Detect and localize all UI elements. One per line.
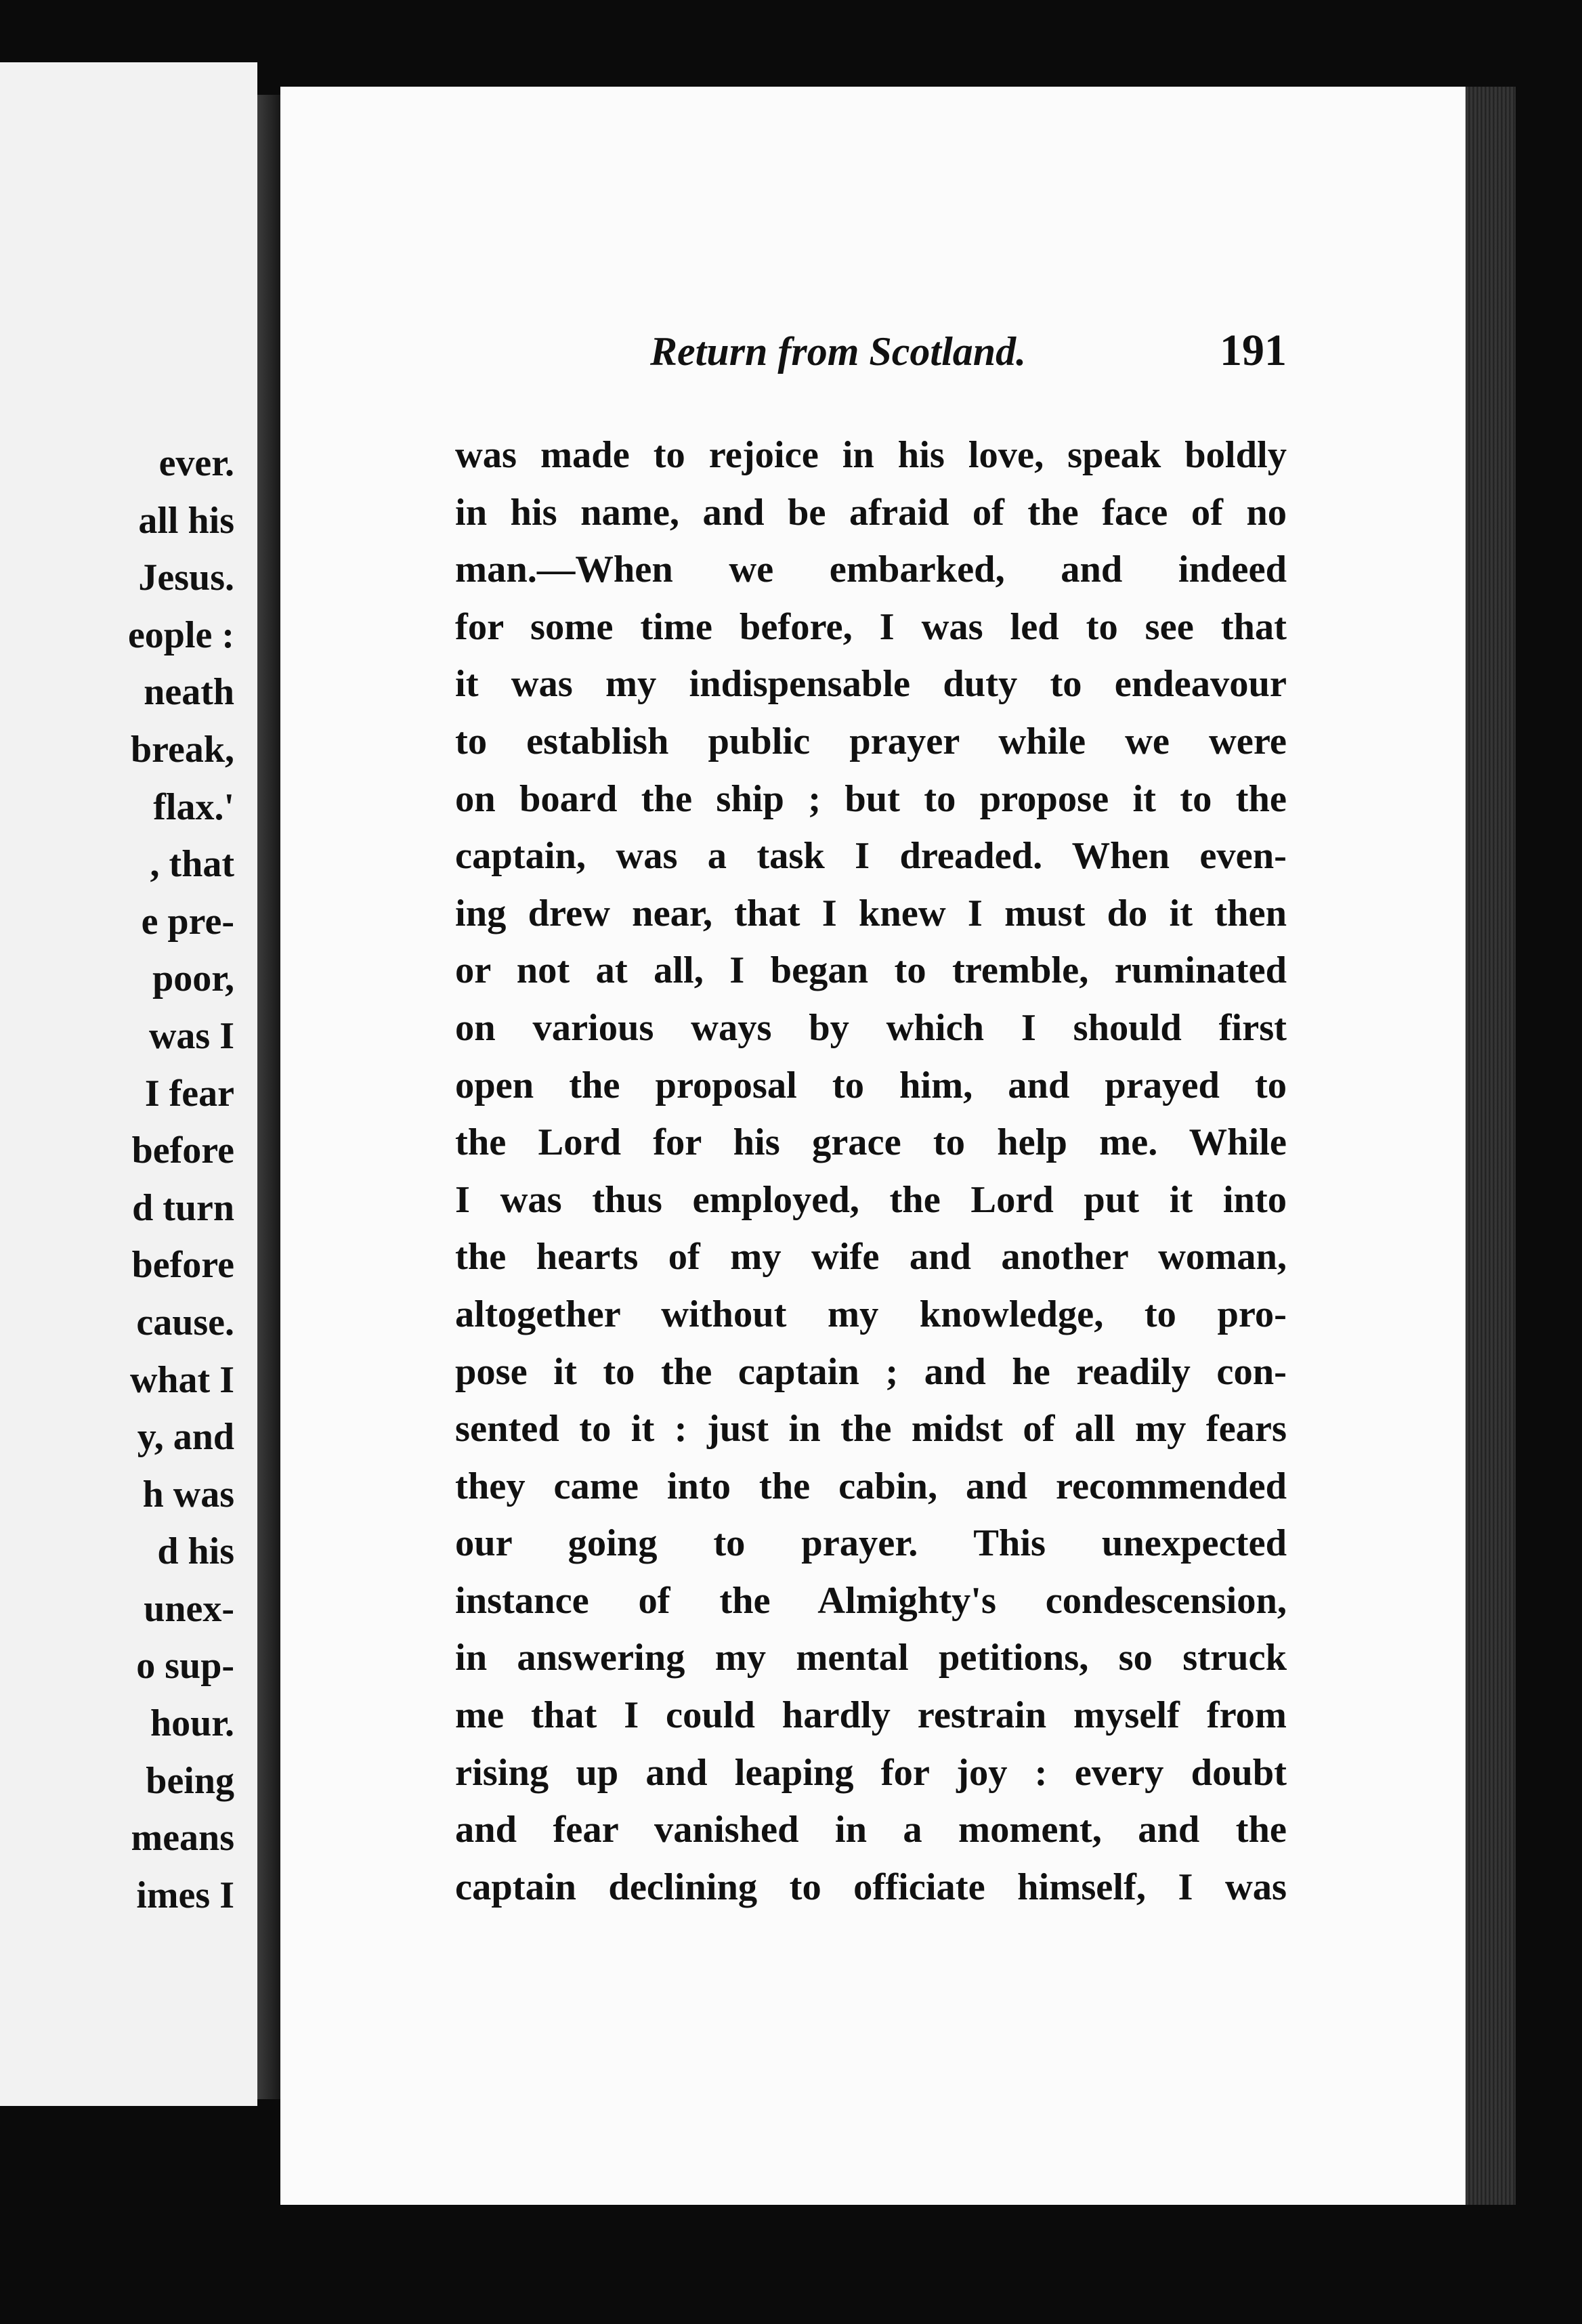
previous-page-line: I fear	[144, 1072, 234, 1115]
text-line: they came into the cabin, and recommended	[455, 1465, 1287, 1507]
previous-page-line: d his	[157, 1530, 234, 1573]
previous-page	[0, 62, 257, 2106]
previous-page-line: y, and	[137, 1416, 234, 1459]
previous-page-line: neath	[144, 671, 234, 714]
running-head	[650, 325, 1287, 386]
text-line: I was thus employed, the Lord put it into	[455, 1178, 1287, 1221]
text-line: captain declining to officiate himself, I was	[455, 1866, 1287, 1908]
text-line: our going to prayer. This unexpected	[455, 1522, 1287, 1565]
text-line: rising up and leaping for joy : every doubt	[455, 1751, 1287, 1794]
page-edges	[1466, 87, 1516, 2205]
previous-page-line: eople :	[127, 614, 234, 656]
text-line: and fear vanished in a moment, and the	[455, 1809, 1287, 1851]
book-gutter	[257, 95, 282, 2099]
previous-page-line: imes I	[136, 1874, 234, 1916]
text-line: on various ways by which I should first	[455, 1006, 1287, 1049]
text-line: was made to rejoice in his love, speak boldly	[455, 434, 1287, 476]
previous-page-line: means	[131, 1817, 234, 1859]
text-line: the hearts of my wife and another woman,	[455, 1236, 1287, 1278]
text-line: altogether without my knowledge, to pro-	[455, 1293, 1287, 1335]
text-line: open the proposal to him, and prayed to	[455, 1064, 1287, 1106]
previous-page-line: before	[131, 1129, 234, 1172]
previous-page-line: was I	[148, 1014, 234, 1057]
text-line: instance of the Almighty's condescension,	[455, 1579, 1287, 1622]
text-line: or not at all, I began to tremble, ruminated	[455, 949, 1287, 992]
previous-page-line: unex-	[144, 1587, 234, 1630]
text-line: it was my indispensable duty to endeavour	[455, 663, 1287, 706]
previous-page-line: all his	[138, 499, 234, 542]
previous-page-line: before	[131, 1244, 234, 1287]
previous-page-text	[0, 435, 234, 1924]
previous-page-line: ever.	[158, 442, 234, 484]
text-line: sented to it : just in the midst of all my fears	[455, 1408, 1287, 1450]
previous-page-line: flax.'	[153, 786, 234, 828]
body-text	[455, 427, 1287, 1916]
text-line: to establish public prayer while we were	[455, 720, 1287, 762]
text-line: man.—When we embarked, and indeed	[455, 548, 1287, 591]
page-number: 191	[1220, 326, 1287, 375]
previous-page-line: Jesus.	[138, 557, 234, 599]
previous-page-line: o sup-	[136, 1645, 234, 1687]
text-line: ing drew near, that I knew I must do it then	[455, 892, 1287, 934]
text-line: in answering my mental petitions, so struck	[455, 1637, 1287, 1679]
text-line: captain, was a task I dreaded. When even-	[455, 835, 1287, 878]
previous-page-line: being	[146, 1759, 234, 1802]
previous-page-line: break,	[131, 728, 234, 771]
previous-page-line: cause.	[136, 1301, 234, 1343]
text-line: in his name, and be afraid of the face of no	[455, 491, 1287, 534]
text-line: on board the ship ; but to propose it to the	[455, 777, 1287, 820]
previous-page-line: d turn	[132, 1186, 234, 1229]
text-line: pose it to the captain ; and he readily con-	[455, 1350, 1287, 1393]
previous-page-line: poor,	[152, 957, 234, 1000]
previous-page-line: hour.	[150, 1702, 234, 1745]
previous-page-line: e pre-	[141, 900, 234, 943]
running-title: Return from Scotland.	[650, 329, 1027, 374]
text-line: for some time before, I was led to see that	[455, 605, 1287, 648]
text-line: the Lord for his grace to help me. While	[455, 1121, 1287, 1164]
previous-page-line: what I	[129, 1358, 234, 1401]
text-line: me that I could hardly restrain myself from	[455, 1694, 1287, 1737]
previous-page-line: , that	[150, 843, 234, 886]
previous-page-line: h was	[142, 1473, 234, 1515]
